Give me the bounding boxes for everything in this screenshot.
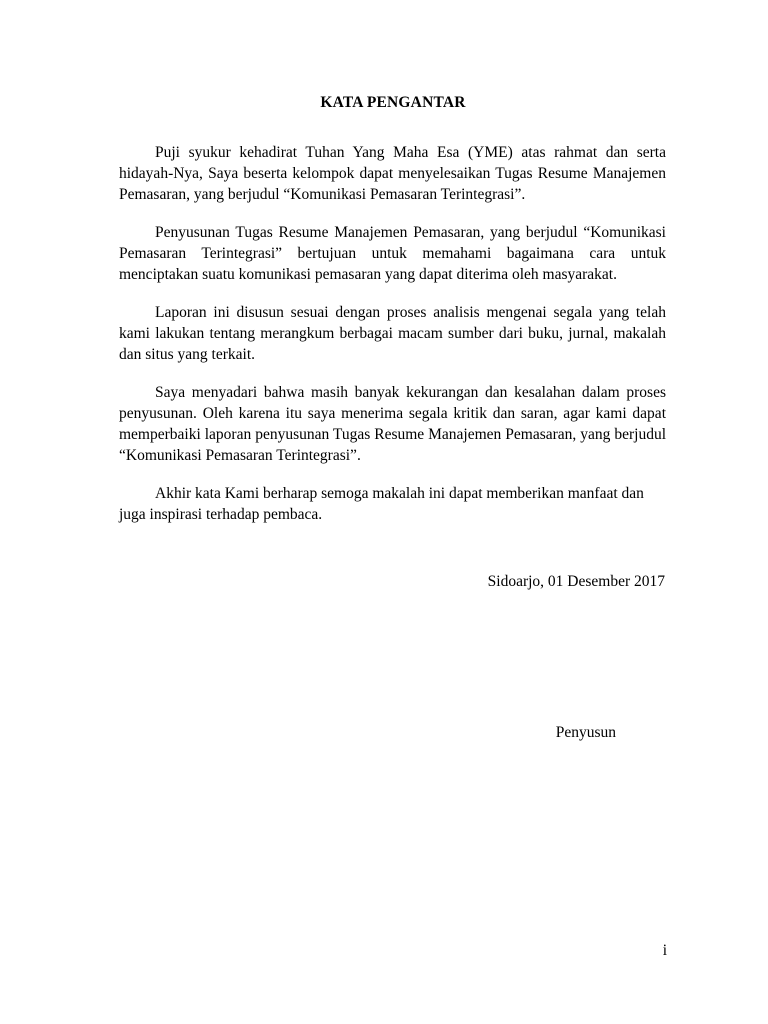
page-number: i <box>662 942 667 959</box>
paragraph-5: Akhir kata Kami berharap semoga makalah ini dapat memberikan manfaat dan juga inspirasi terhadap pembaca. <box>119 485 644 523</box>
paragraph-1: Puji syukur kehadirat Tuhan Yang Maha Esa (YME) atas rahmat dan serta hidayah-Nya, Saya beserta kelompok dapat menyelesaikan Tugas Resume Manajemen Pemasaran, yang berjudul “Komunikasi Pemasaran Terintegrasi”. <box>119 144 666 203</box>
page-title: KATA PENGANTAR <box>320 94 466 111</box>
signer-label: Penyusun <box>555 724 616 741</box>
place-date: Sidoarjo, 01 Desember 2017 <box>487 573 665 590</box>
paragraph-4: Saya menyadari bahwa masih banyak kekurangan dan kesalahan dalam proses penyusunan. Oleh karena itu saya menerima segala kritik dan saran, agar kami dapat memperbaiki laporan penyusunan Tugas Resume Manajemen Pemasaran, yang berjudul “Komunikasi Pemasaran Terintegrasi”. <box>119 384 666 464</box>
paragraph-2: Penyusunan Tugas Resume Manajemen Pemasaran, yang berjudul “Komunikasi Pemasaran Terintegrasi” bertujuan untuk memahami bagaimana cara untuk menciptakan suatu komunikasi pemasaran yang dapat diterima oleh masyarakat. <box>119 224 666 283</box>
body-text <box>119 142 666 542</box>
paragraph-3: Laporan ini disusun sesuai dengan proses analisis mengenai segala yang telah kami lakukan tentang merangkum berbagai macam sumber dari buku, jurnal, makalah dan situs yang terkait. <box>119 304 666 363</box>
